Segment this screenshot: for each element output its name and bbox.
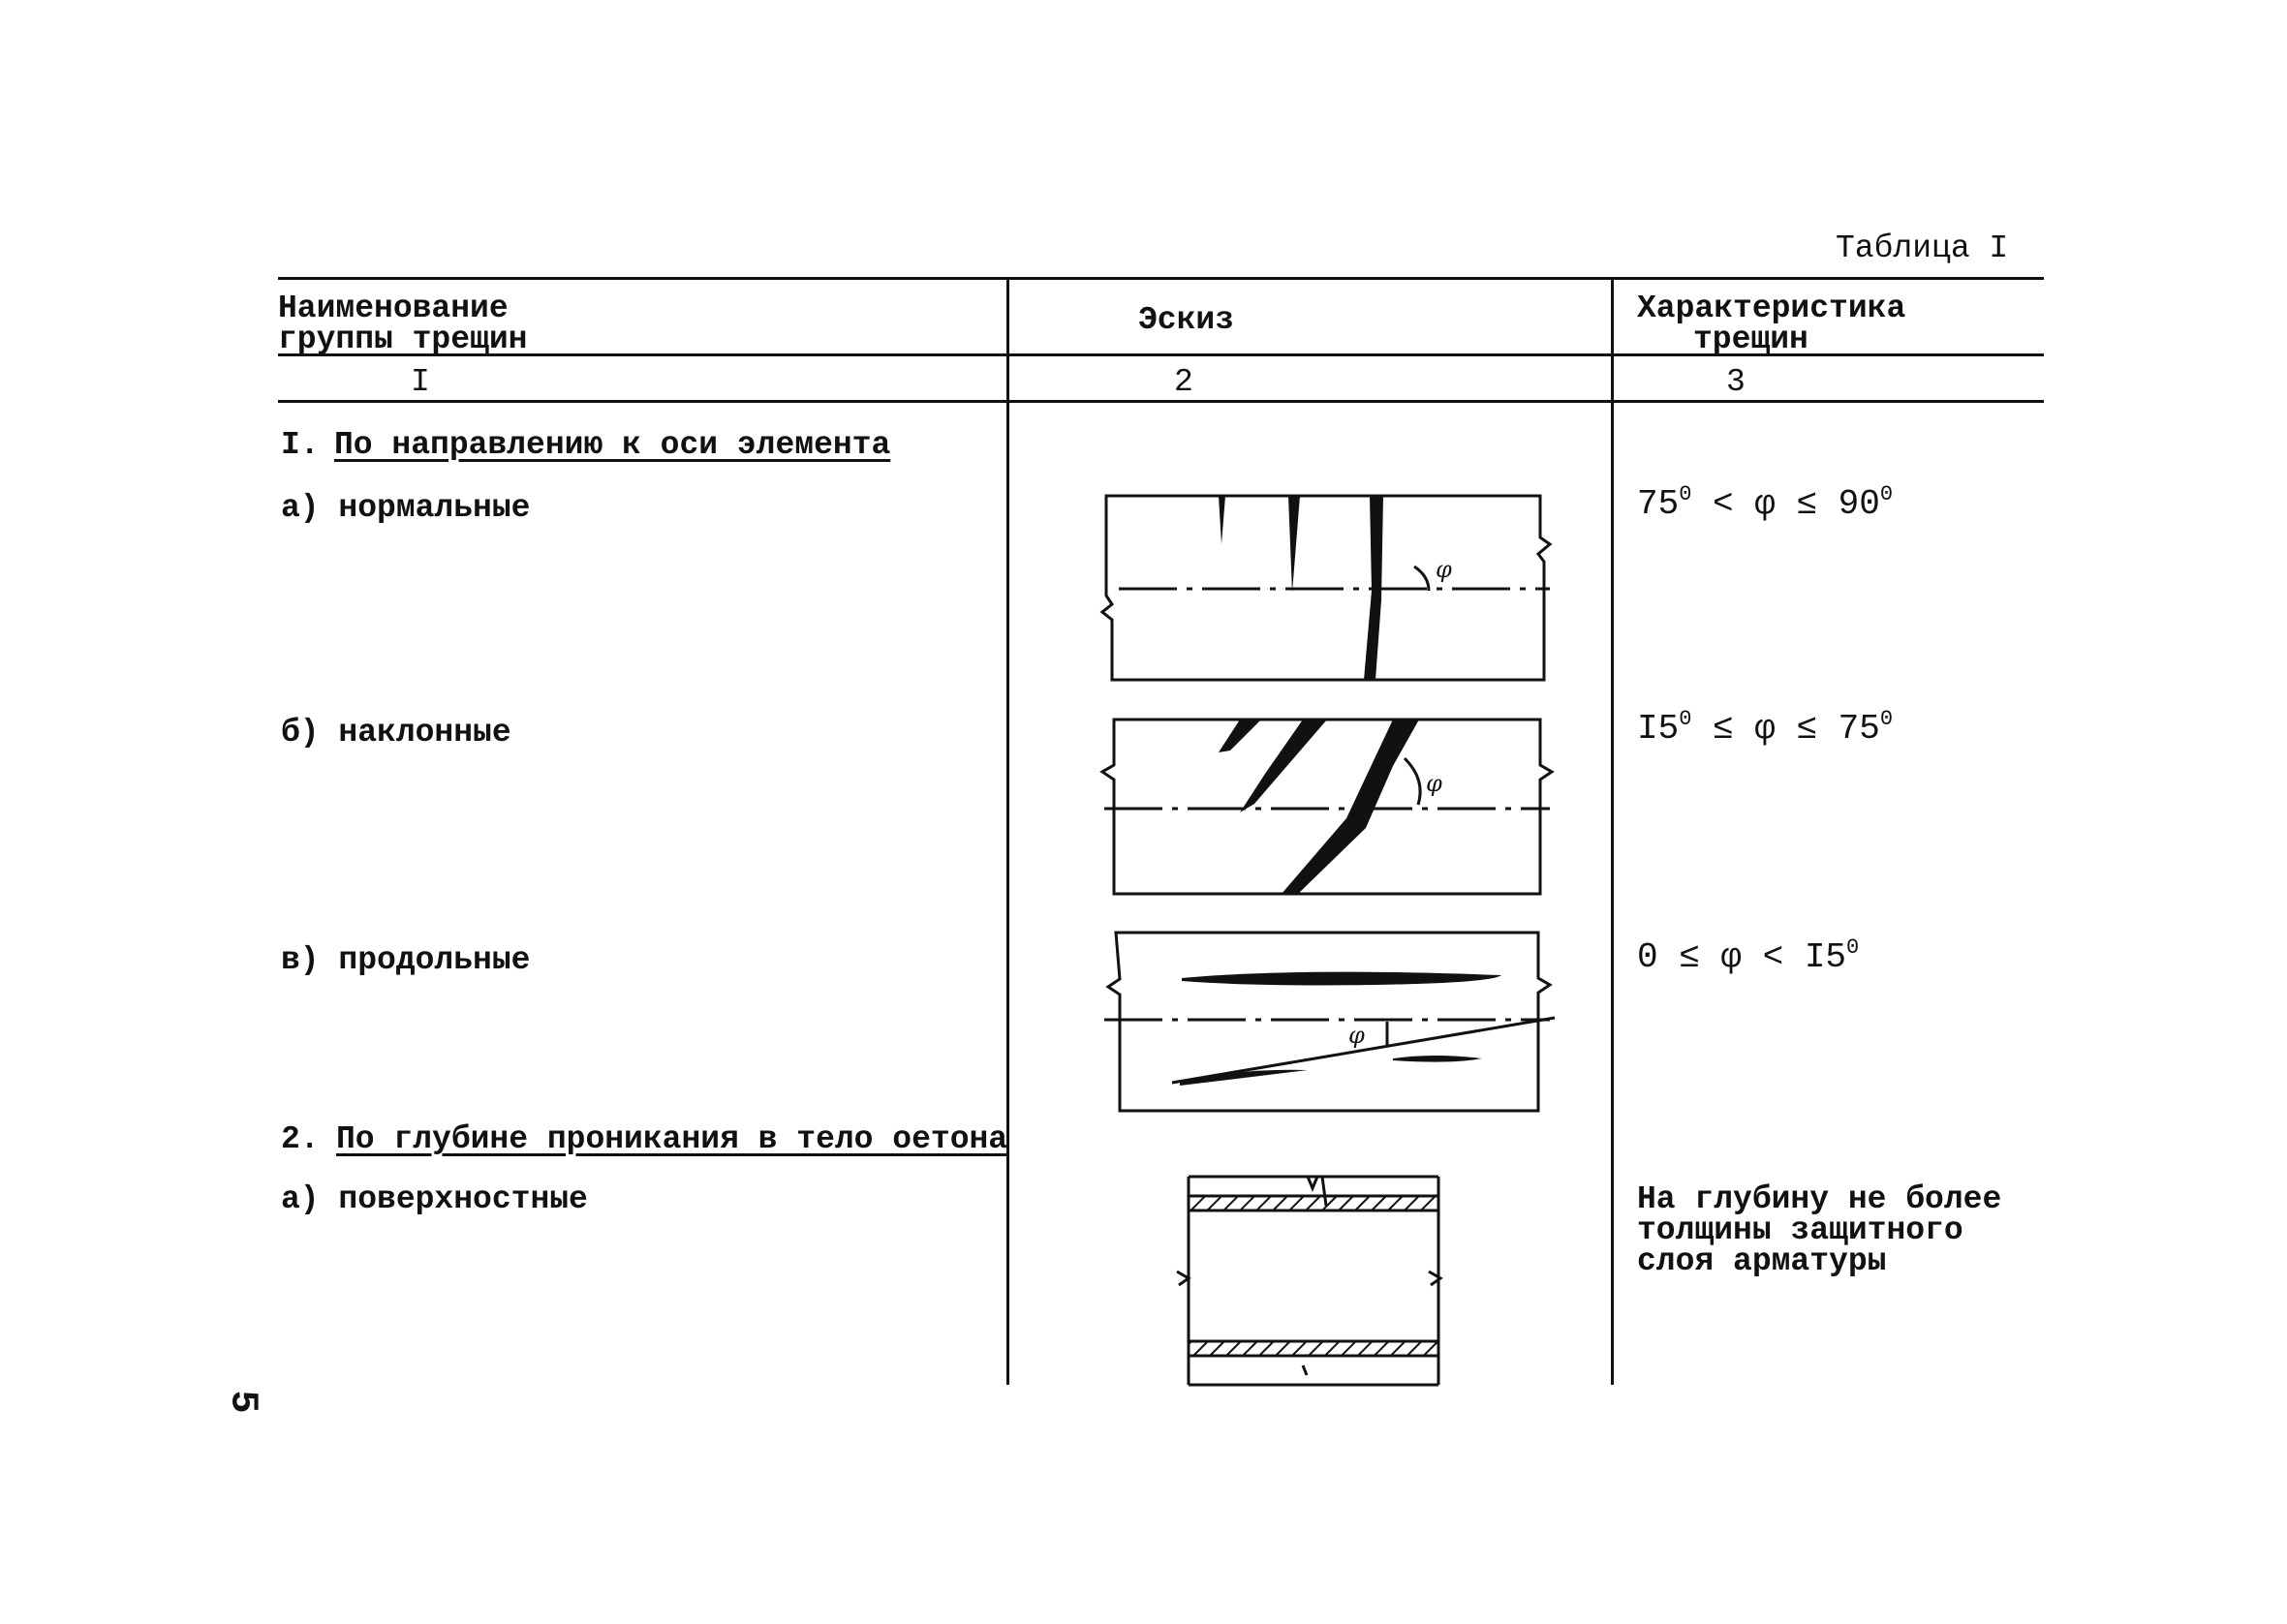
row-longitudinal-label: в) продольные <box>281 942 531 978</box>
page-number: 5 <box>220 1390 264 1414</box>
cond-a: I5 <box>1637 709 1680 749</box>
header-col1-line2: группы трещин <box>278 322 528 357</box>
phi-symbol: φ <box>1348 1022 1365 1049</box>
surface-char-line3: слоя арматуры <box>1637 1243 1887 1279</box>
phi-symbol: φ <box>1436 556 1452 583</box>
column-number-3: 3 <box>1726 364 1746 400</box>
table-top-rule <box>278 277 2044 280</box>
section2-title: По глубине проникания в тело оетона <box>336 1121 1008 1157</box>
table-label: Таблица I <box>1836 230 2009 266</box>
cond-exp: 0 <box>1846 935 1860 960</box>
column-number-rule <box>278 400 2044 403</box>
cond-a: 0 ≤ φ < I5 <box>1637 937 1847 977</box>
row-surface-label: а) поверхностные <box>281 1181 588 1217</box>
column-number-2: 2 <box>1174 364 1193 400</box>
column-divider-2 <box>1611 278 1614 1385</box>
cond-b-exp: 0 <box>1879 707 1894 731</box>
cond-a-exp: 0 <box>1679 482 1692 506</box>
section2-number: 2. <box>281 1121 320 1157</box>
sketch-inclined-cracks <box>1085 712 1569 905</box>
cond-mid: ≤ φ ≤ 75 <box>1691 709 1880 749</box>
cond-a: 75 <box>1637 484 1680 524</box>
surface-char-line2: толщины защитного <box>1637 1212 1963 1248</box>
sketch-normal-cracks <box>1085 484 1560 692</box>
header-col3-line2: трещин <box>1693 322 1808 357</box>
phi-symbol: φ <box>1426 770 1442 797</box>
header-col3-line1: Характеристика <box>1637 291 1906 326</box>
cond-mid: < φ ≤ 90 <box>1691 484 1880 524</box>
section1-title: По направлению к оси элемента <box>334 427 891 463</box>
sketch-surface-cracks <box>1167 1167 1448 1390</box>
row-inclined-label: б) наклонные <box>281 715 511 751</box>
row-longitudinal-condition <box>1637 937 1859 975</box>
cond-a-exp: 0 <box>1679 707 1692 731</box>
surface-char-line1: На глубину не более <box>1637 1181 2002 1217</box>
row-inclined-condition <box>1637 709 1893 747</box>
header-col1-line1: Наименование <box>278 291 509 326</box>
header-col2: Эскиз <box>1138 302 1235 338</box>
row-normal-label: а) нормальные <box>281 490 531 526</box>
section1-number: I. <box>281 427 320 463</box>
column-number-1: I <box>411 364 430 400</box>
sketch-longitudinal-cracks <box>1085 925 1569 1118</box>
cond-b-exp: 0 <box>1879 482 1894 506</box>
column-divider-1 <box>1006 278 1009 1385</box>
row-normal-condition <box>1637 484 1893 522</box>
